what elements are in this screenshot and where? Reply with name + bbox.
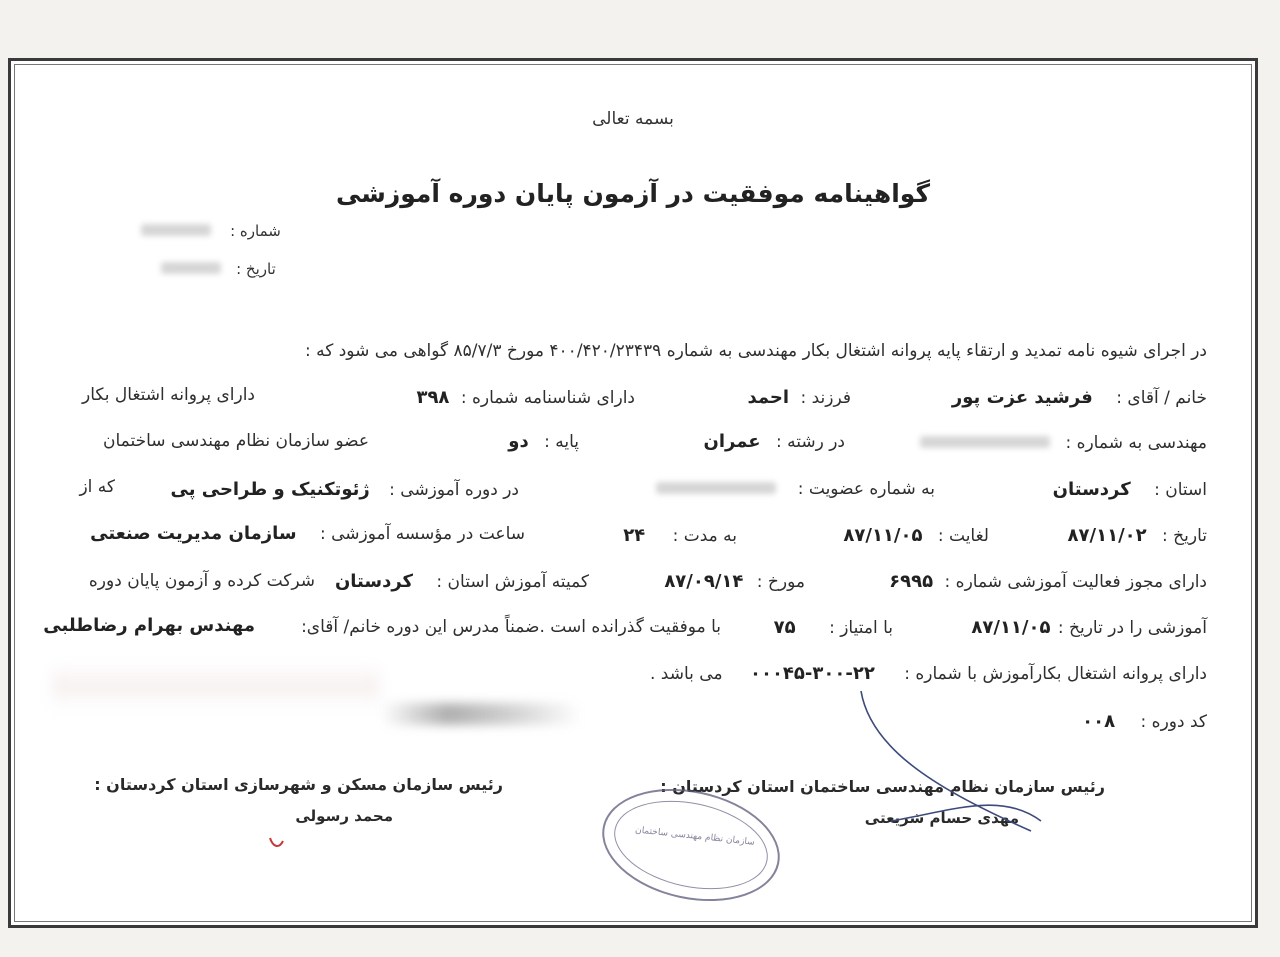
redacted-date xyxy=(161,262,221,274)
row5-tail: شرکت کرده و آزمون پایان دوره xyxy=(88,571,315,591)
dated-label: مورخ : xyxy=(756,572,805,592)
course-code-label: کد دوره : xyxy=(1140,712,1207,732)
certificate-page xyxy=(8,58,1258,928)
passed-text: با موفقیت گذرانده است .ضمناً مدرس این دوره خانم/ آقای: xyxy=(301,617,721,637)
eng-label: مهندسی به شماره : xyxy=(1065,433,1207,453)
teacher-value: مهندس بهرام رضاطلبی xyxy=(43,615,255,636)
id-field xyxy=(416,387,635,408)
member-field xyxy=(656,479,935,499)
id-label: دارای شناسنامه شماره : xyxy=(460,388,635,408)
exam-date-field xyxy=(971,617,1207,638)
field-value: عمران xyxy=(703,431,761,452)
left-signatory-name: محمد رسولی xyxy=(295,807,393,825)
duration-field xyxy=(623,525,737,546)
date-label: تاریخ : xyxy=(236,260,276,278)
start-date-value: ۸۷/۱۱/۰۲ xyxy=(1067,525,1147,546)
dated-field xyxy=(664,571,805,592)
name-value: فرشید عزت پور xyxy=(951,387,1093,408)
row1-tail: دارای پروانه اشتغال بکار xyxy=(82,385,255,405)
exam-date-label: آموزشی را در تاریخ : xyxy=(1057,618,1207,638)
field-field xyxy=(703,431,845,452)
score-label: با امتیاز : xyxy=(829,618,893,638)
license-label: دارای مجوز فعالیت آموزشی شماره : xyxy=(944,572,1207,592)
duration-value: ۲۴ xyxy=(623,525,646,546)
province-label: استان : xyxy=(1154,480,1207,500)
committee-label: کمیته آموزش استان : xyxy=(436,572,589,592)
province-field xyxy=(1053,479,1207,500)
member-label: به شماره عضویت : xyxy=(797,479,935,499)
score-value: ۷۵ xyxy=(773,617,796,638)
end-date-field xyxy=(843,525,989,546)
redacted-scribble xyxy=(381,703,581,725)
score-field xyxy=(774,617,893,638)
province-value: کردستان xyxy=(1052,479,1131,500)
field-label: در رشته : xyxy=(775,432,845,452)
row3-tail: که از xyxy=(79,477,115,497)
license-field xyxy=(889,571,1207,592)
certificate-date xyxy=(161,259,276,278)
id-value: ۳۹۸ xyxy=(416,387,450,408)
number-label: شماره : xyxy=(230,222,281,240)
signature-scribble-icon xyxy=(831,671,1061,841)
committee-value: کردستان xyxy=(334,571,414,592)
committee-field xyxy=(335,571,589,592)
course-field xyxy=(171,479,520,500)
duration-label: به مدت : xyxy=(672,526,737,546)
intro-text: در اجرای شیوه نامه تمدید و ارتقاء پایه پروانه اشتغال بکار مهندسی به شماره ۴۰۰/۴۲۰/۲۳۴۳۹ مورخ ۸۵/۷/۳ گواهی می شود که : xyxy=(304,341,1207,361)
right-signatory-name: مهدی حسام شریعتی xyxy=(864,809,1019,827)
seal-text: سازمان نظام مهندسی ساختمان xyxy=(634,825,756,848)
exam-date-value: ۸۷/۱۱/۰۵ xyxy=(971,617,1051,638)
father-value: احمد xyxy=(747,387,790,408)
start-date-label: تاریخ : xyxy=(1162,526,1207,546)
redacted-member-number xyxy=(656,482,776,494)
grade-value: دو xyxy=(508,431,529,452)
course-label: در دوره آموزشی : xyxy=(389,480,519,500)
teacher-field xyxy=(43,615,255,636)
end-date-value: ۸۷/۱۱/۰۵ xyxy=(843,525,923,546)
left-signatory-title: رئیس سازمان مسکن و شهرسازی استان کردستان : xyxy=(94,775,503,794)
certificate-number xyxy=(141,221,281,240)
course-code-value: ۰۰۸ xyxy=(1082,711,1116,732)
father-label: فرزند : xyxy=(800,388,851,408)
end-date-label: لغایت : xyxy=(937,526,989,546)
institute-label: ساعت در مؤسسه آموزشی : xyxy=(319,524,525,544)
license-value: ۶۹۹۵ xyxy=(889,571,934,592)
grade-label: پایه : xyxy=(544,432,579,452)
institute-value: سازمان مدیریت صنعتی xyxy=(90,523,297,544)
basmala: بسمه تعالی xyxy=(592,109,674,129)
redacted-region xyxy=(51,661,381,711)
certificate-title: گواهینامه موفقیت در آزمون پایان دوره آموزشی xyxy=(335,179,931,208)
institute-field xyxy=(90,523,525,544)
right-signatory-title: رئیس سازمان نظام مهندسی ساختمان استان کردستان : xyxy=(660,777,1105,796)
course-code-field xyxy=(1082,711,1207,732)
redacted-eng-number xyxy=(920,436,1050,448)
name-field xyxy=(952,387,1207,408)
row7-tail: می باشد . xyxy=(649,664,723,684)
name-label: خانم / آقای : xyxy=(1116,388,1207,408)
training-license-label: دارای پروانه اشتغال بکارآموزش با شماره : xyxy=(904,664,1207,684)
training-license-value: ۲۲-۳۰۰-۰۰۰۴۵ xyxy=(749,663,875,684)
father-field xyxy=(747,387,851,408)
redacted-number xyxy=(141,224,211,236)
start-date-field xyxy=(1068,525,1207,546)
grade-field xyxy=(508,431,579,452)
dated-value: ۸۷/۰۹/۱۴ xyxy=(664,571,744,592)
red-mark-icon xyxy=(267,835,287,853)
row2-tail: عضو سازمان نظام مهندسی ساختمان xyxy=(102,431,369,451)
engineer-number-field xyxy=(920,433,1207,453)
course-value: ژئوتکنیک و طراحی پی xyxy=(170,479,370,500)
